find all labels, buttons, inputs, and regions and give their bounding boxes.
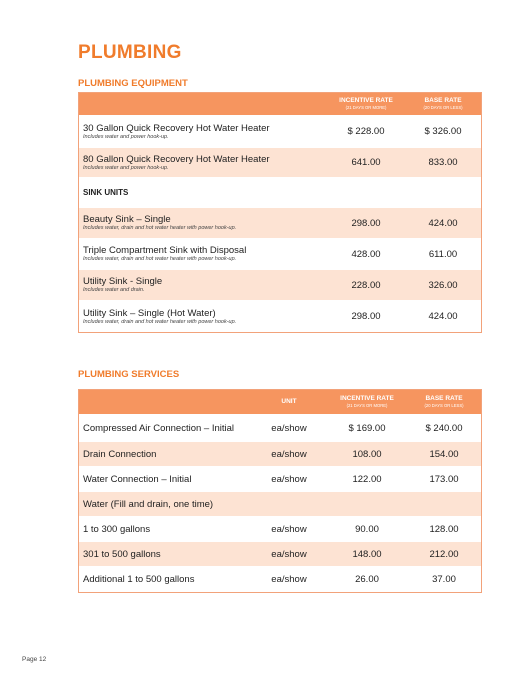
table-row: [79, 516, 481, 541]
table-row: [79, 414, 481, 441]
services-table: [78, 389, 482, 593]
service-name: Drain Connection: [83, 448, 157, 460]
services-table-header: [79, 390, 481, 414]
service-name: Water (Fill and drain, one time): [83, 498, 214, 510]
unit-value: ea/show: [271, 422, 307, 434]
service-name: 1 to 300 gallons: [83, 523, 151, 535]
table-row: [79, 115, 481, 147]
base-value: 154.00: [429, 448, 459, 460]
page-number: Page 12: [22, 656, 47, 663]
incentive-rate-header: INCENTIVE RATE (21 DAYS OR MORE): [339, 97, 393, 110]
table-row: [79, 147, 481, 177]
table-row: [79, 441, 481, 466]
base-value: $ 326.00: [424, 126, 462, 137]
sink-units-subheading-row: [79, 177, 481, 207]
page-title: PLUMBING: [78, 42, 182, 63]
base-value: 37.00: [432, 574, 456, 585]
service-name: Additional 1 to 500 gallons: [83, 574, 195, 585]
item-name: 30 Gallon Quick Recovery Hot Water Heater: [83, 122, 270, 134]
base-rate-header: BASE RATE (20 DAYS OR LESS): [423, 97, 463, 110]
table-row: [79, 269, 481, 300]
incentive-value: 122.00: [352, 473, 382, 485]
item-note: Includes water and power hook-up.: [83, 133, 169, 140]
item-note: Includes water and power hook-up.: [83, 164, 169, 171]
incentive-value: 298.00: [351, 311, 381, 322]
base-value: 128.00: [429, 523, 459, 535]
incentive-value: 228.00: [351, 279, 381, 291]
equipment-table-header: [79, 93, 481, 115]
base-value: 212.00: [429, 548, 459, 560]
table-row: [79, 491, 481, 516]
service-name: 301 to 500 gallons: [83, 548, 161, 560]
table-row: [79, 300, 481, 332]
unit-value: ea/show: [271, 548, 307, 560]
incentive-value: 90.00: [355, 523, 379, 535]
base-value: 173.00: [429, 473, 459, 485]
incentive-value: $ 169.00: [348, 422, 386, 434]
item-name: Utility Sink - Single: [83, 276, 163, 287]
equipment-heading: PLUMBING EQUIPMENT: [78, 78, 188, 89]
services-heading: PLUMBING SERVICES: [78, 369, 180, 380]
item-name: Triple Compartment Sink with Disposal: [83, 245, 247, 256]
incentive-value: 108.00: [352, 448, 382, 460]
unit-header: UNIT: [281, 397, 297, 405]
incentive-value: 428.00: [351, 248, 381, 260]
incentive-value: 26.00: [355, 574, 379, 585]
base-value: $ 240.00: [425, 422, 463, 434]
item-name: 80 Gallon Quick Recovery Hot Water Heater: [83, 153, 270, 165]
base-value: 424.00: [428, 217, 458, 229]
item-name: Beauty Sink – Single: [83, 214, 171, 225]
item-name: Utility Sink – Single (Hot Water): [83, 307, 216, 319]
unit-value: ea/show: [271, 523, 307, 535]
base-value: 326.00: [428, 279, 458, 291]
incentive-value: 148.00: [352, 548, 382, 560]
base-value: 611.00: [428, 248, 458, 260]
incentive-value: $ 228.00: [347, 126, 385, 137]
base-value: 833.00: [428, 157, 458, 168]
table-row: [79, 238, 481, 269]
base-rate-header: BASE RATE (20 DAYS OR LESS): [424, 395, 464, 408]
item-note: Includes water and drain.: [83, 287, 145, 293]
service-name: Compressed Air Connection – Initial: [83, 422, 235, 434]
equipment-table: [78, 92, 482, 333]
table-row: [79, 541, 481, 566]
item-note: Includes water, drain and hot water heater with power hook-up.: [83, 225, 237, 231]
item-note: Includes water, drain and hot water heater with power hook-up.: [83, 318, 237, 325]
base-value: 424.00: [428, 311, 458, 322]
item-note: Includes water, drain and hot water heater with power hook-up.: [83, 256, 237, 262]
table-row: [79, 466, 481, 491]
unit-value: ea/show: [271, 574, 307, 585]
incentive-rate-header: INCENTIVE RATE (21 DAYS OR MORE): [340, 395, 394, 408]
incentive-value: 641.00: [351, 157, 381, 168]
table-row: [79, 566, 481, 592]
table-row: [79, 207, 481, 238]
unit-value: ea/show: [271, 448, 307, 460]
unit-value: ea/show: [271, 473, 307, 485]
incentive-value: 298.00: [351, 217, 381, 229]
service-name: Water Connection – Initial: [83, 473, 192, 485]
sink-units-subheading: SINK UNITS: [83, 188, 129, 197]
